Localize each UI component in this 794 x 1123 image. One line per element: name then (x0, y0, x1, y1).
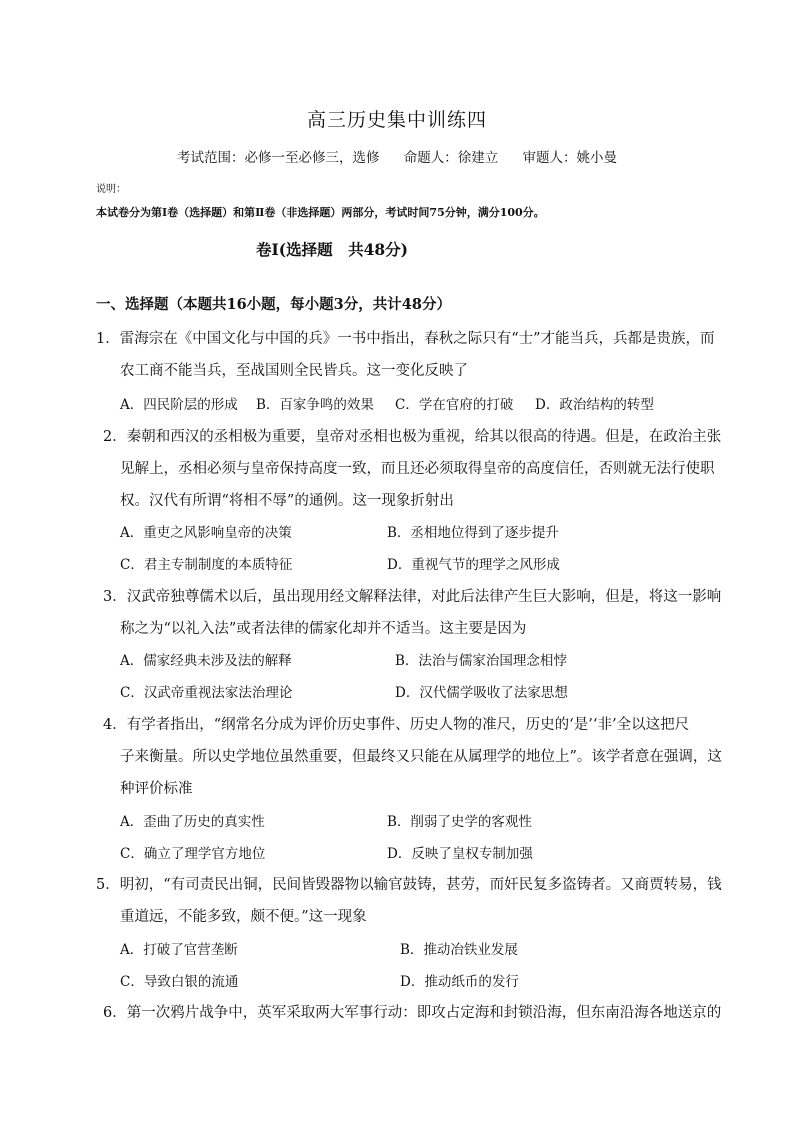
question-3-line-1: 3．汉武帝独尊儒术以后，虽出现用经文解释法律，对此后法律产生巨大影响，但是，将这一影响 (103, 589, 722, 605)
question-3-line-2: 称之为“以礼入法”或者法律的儒家化却并不适当。这主要是因为 (120, 621, 527, 637)
question-4-option-d: D．反映了皇权专制加强 (387, 846, 533, 862)
question-4-line-3: 种评价标准 (120, 781, 193, 797)
question-2-line-2: 见解上，丞相必须与皇帝保持高度一致，而且还必须取得皇帝的高度信任，否则就无法行使职 (120, 461, 715, 477)
question-3-option-b: B．法治与儒家治国理念相悖 (395, 653, 567, 669)
section1-title: 一、选择题（本题共16小题，每小题3分，共计48分） (96, 296, 451, 313)
question-5-option-c: C．导致白银的流通 (120, 974, 239, 990)
question-4-option-a: A．歪曲了历史的真实性 (120, 814, 265, 830)
question-4-option-c: C．确立了理学官方地位 (120, 846, 266, 862)
question-5-option-d: D．推动纸币的发行 (400, 974, 519, 990)
notes-label: 说明： (96, 184, 126, 195)
question-2-option-b: B．丞相地位得到了逐步提升 (387, 525, 559, 541)
question-1-option-a: A．四民阶层的形成 (120, 397, 238, 413)
exam-scope: 考试范围：必修一至必修三，选修 (176, 150, 380, 166)
question-2-option-a: A．重吏之风影响皇帝的决策 (120, 525, 292, 541)
question-1-option-c: C．学在官府的打破 (395, 397, 514, 413)
question-2-line-3: 权。汉代有所谓“将相不辱”的通例。这一现象折射出 (120, 493, 454, 509)
question-4-option-b: B．削弱了史学的客观性 (387, 814, 532, 830)
question-1-option-b: B．百家争鸣的效果 (256, 397, 374, 413)
question-1-option-d: D．政治结构的转型 (535, 397, 654, 413)
question-3-option-c: C．汉武帝重视法家法治理论 (120, 685, 293, 701)
question-1-line-1: 1．雷海宗在《中国文化与中国的兵》一书中指出，春秋之际只有“士”才能当兵，兵都是贵族，而 (96, 331, 715, 347)
question-3-option-d: D．汉代儒学吸收了法家思想 (395, 685, 568, 701)
part1-title: 卷Ⅰ(选择题 共48分) (256, 240, 408, 259)
question-2-option-d: D．重视气节的理学之风形成 (387, 557, 560, 573)
question-2-option-c: C．君主专制制度的本质特征 (120, 557, 293, 573)
question-1-line-2: 农工商不能当兵，至战国则全民皆兵。这一变化反映了 (120, 363, 468, 379)
exam-title: 高三历史集中训练四 (306, 109, 487, 131)
question-6-line-1: 6．第一次鸦片战争中，英军采取两大军事行动：即攻占定海和封锁沿海，但东南沿海各地送京的 (103, 1005, 722, 1021)
question-5-line-2: 重道远，不能多致，颇不便。”这一现象 (120, 909, 367, 925)
question-4-line-2: 子来衡量。所以史学地位虽然重要，但最终又只能在从属理学的地位上”。该学者意在强调，这 (120, 749, 722, 765)
question-5-line-1: 5．明初，“有司责民出铜，民间皆毁器物以输官鼓铸，甚劳，而奸民复多盗铸者。又商贾转易，钱 (96, 877, 722, 893)
exam-reviewer: 审题人：姚小曼 (522, 150, 618, 166)
question-5-option-b: B．推动冶铁业发展 (400, 942, 518, 958)
question-5-option-a: A．打破了官营垄断 (120, 942, 238, 958)
question-2-line-1: 2．秦朝和西汉的丞相极为重要，皇帝对丞相也极为重视，给其以很高的待遇。但是，在政治主张 (103, 429, 722, 445)
exam-author: 命题人：徐建立 (403, 150, 499, 166)
question-3-option-a: A．儒家经典未涉及法的解释 (120, 653, 292, 669)
notes-text: 本试卷分为第Ⅰ卷（选择题）和第Ⅱ卷（非选择题）两部分，考试时间75分钟，满分100分。 (96, 206, 545, 219)
question-4-line-1: 4．有学者指出，“纲常名分成为评价历史事件、历史人物的准尺，历史的‘是’‘非’全以这把尺 (103, 717, 690, 733)
exam-meta (0, 146, 794, 166)
